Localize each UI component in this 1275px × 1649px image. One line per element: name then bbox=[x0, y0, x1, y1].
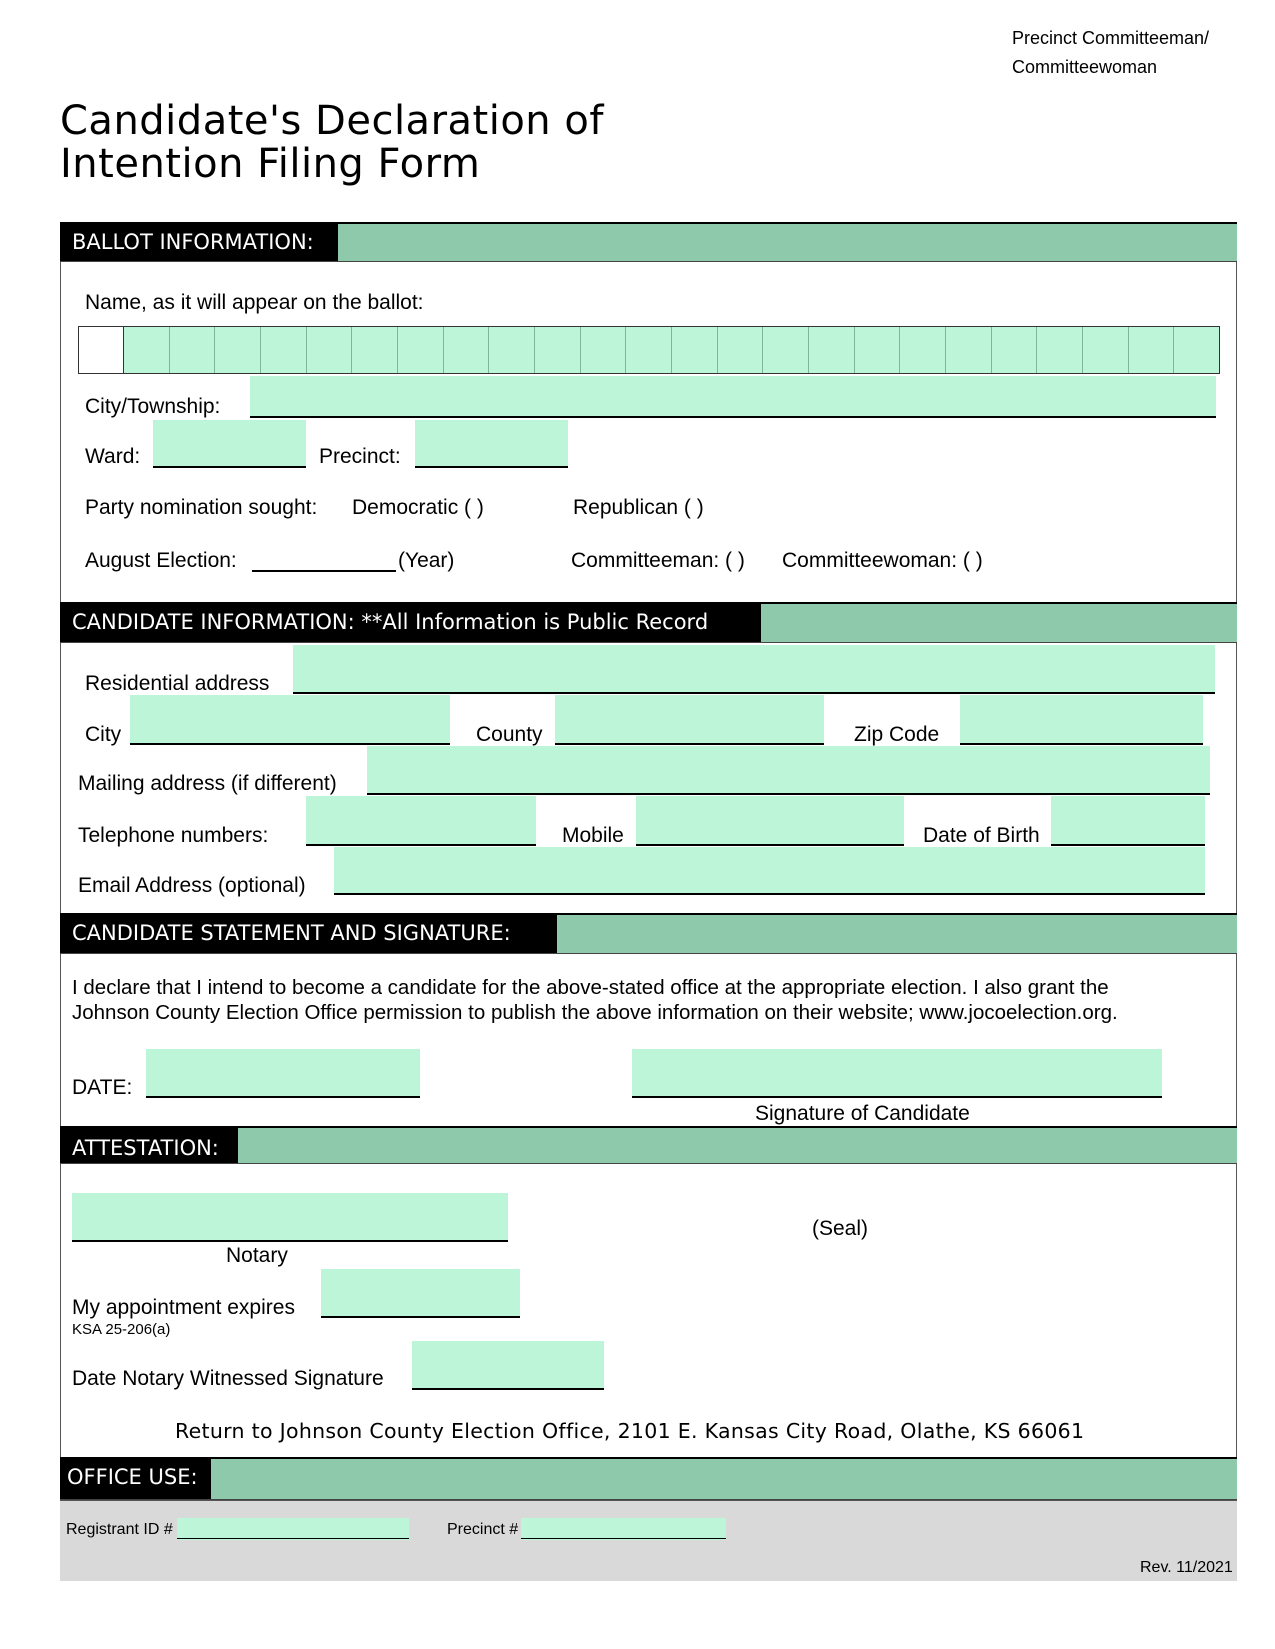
name-box[interactable] bbox=[124, 327, 170, 373]
statement-date-underline bbox=[146, 1096, 420, 1098]
name-box[interactable] bbox=[581, 327, 627, 373]
name-box[interactable] bbox=[672, 327, 718, 373]
notary-field[interactable] bbox=[72, 1193, 508, 1242]
name-box[interactable] bbox=[1129, 327, 1175, 373]
name-box[interactable] bbox=[307, 327, 353, 373]
city-underline bbox=[130, 743, 450, 745]
signature-field[interactable] bbox=[632, 1049, 1162, 1098]
ksa-reference: KSA 25-206(a) bbox=[72, 1321, 171, 1338]
county-label: County bbox=[476, 723, 543, 746]
notary-label: Notary bbox=[226, 1244, 288, 1267]
email-field[interactable] bbox=[334, 847, 1205, 895]
telephone-underline bbox=[306, 844, 536, 846]
seal-label: (Seal) bbox=[812, 1217, 869, 1240]
office-use-area bbox=[60, 1500, 1237, 1581]
city-township-field[interactable] bbox=[250, 376, 1216, 418]
attestation-section-label: ATTESTATION: bbox=[60, 1128, 238, 1163]
date-witnessed-label: Date Notary Witnessed Signature bbox=[72, 1367, 384, 1390]
name-box[interactable] bbox=[1174, 327, 1219, 373]
name-box[interactable] bbox=[1037, 327, 1083, 373]
telephone-label: Telephone numbers: bbox=[78, 824, 269, 847]
office-precinct-label: Precinct # bbox=[447, 1521, 519, 1538]
signature-underline bbox=[632, 1096, 1162, 1098]
name-box-blank bbox=[79, 327, 124, 373]
statement-text-line1: I declare that I intend to become a candidate for the above-stated office at the appropriate election. I also grant the bbox=[72, 976, 1109, 999]
name-box[interactable] bbox=[992, 327, 1038, 373]
notary-underline bbox=[72, 1240, 508, 1242]
name-box[interactable] bbox=[809, 327, 855, 373]
ward-underline bbox=[153, 466, 306, 468]
zip-code-underline bbox=[960, 743, 1203, 745]
statement-section-header bbox=[60, 913, 1237, 954]
name-box[interactable] bbox=[763, 327, 809, 373]
office-type-line1: Precinct Committeeman/ bbox=[1012, 28, 1210, 48]
statement-date-field[interactable] bbox=[146, 1049, 420, 1098]
statement-section-label: CANDIDATE STATEMENT AND SIGNATURE: bbox=[60, 915, 557, 953]
precinct-underline bbox=[415, 466, 568, 468]
candidate-section-header bbox=[60, 602, 1237, 643]
return-address: Return to Johnson County Election Office, 2101 E. Kansas City Road, Olathe, KS 66061 bbox=[175, 1419, 1085, 1443]
democratic-option[interactable]: Democratic ( ) bbox=[352, 496, 484, 519]
date-of-birth-underline bbox=[1051, 844, 1205, 846]
date-witnessed-field[interactable] bbox=[412, 1341, 604, 1390]
name-box[interactable] bbox=[718, 327, 764, 373]
august-election-label: August Election: bbox=[85, 549, 237, 572]
name-box[interactable] bbox=[900, 327, 946, 373]
name-box[interactable] bbox=[946, 327, 992, 373]
name-label: Name, as it will appear on the ballot: bbox=[85, 291, 424, 314]
ward-label: Ward: bbox=[85, 445, 141, 468]
revision-label: Rev. 11/2021 bbox=[1140, 1559, 1233, 1576]
mobile-underline bbox=[636, 844, 904, 846]
mailing-address-field[interactable] bbox=[367, 746, 1210, 795]
election-year-underline[interactable] bbox=[252, 570, 396, 572]
email-label: Email Address (optional) bbox=[78, 874, 306, 897]
residential-address-field[interactable] bbox=[293, 645, 1215, 694]
attestation-section-header bbox=[60, 1126, 1237, 1164]
name-box[interactable] bbox=[398, 327, 444, 373]
name-box[interactable] bbox=[215, 327, 261, 373]
mailing-address-underline bbox=[367, 793, 1210, 795]
city-township-label: City/Township: bbox=[85, 395, 221, 418]
city-township-underline bbox=[250, 416, 1216, 418]
office-precinct-underline bbox=[521, 1538, 726, 1539]
appointment-expires-field[interactable] bbox=[321, 1269, 520, 1318]
committeeman-option[interactable]: Committeeman: ( ) bbox=[571, 549, 745, 572]
candidate-section-label: CANDIDATE INFORMATION: **All Information is Public Record bbox=[60, 604, 761, 642]
city-field[interactable] bbox=[130, 695, 450, 745]
name-box[interactable] bbox=[489, 327, 535, 373]
mobile-field[interactable] bbox=[636, 796, 904, 846]
county-underline bbox=[555, 743, 824, 745]
ward-field[interactable] bbox=[153, 420, 306, 468]
ballot-section-label: BALLOT INFORMATION: bbox=[60, 224, 338, 261]
email-underline bbox=[334, 893, 1205, 895]
office-type-line2: Committeewoman bbox=[1012, 57, 1158, 77]
city-label: City bbox=[85, 723, 122, 746]
name-box[interactable] bbox=[444, 327, 490, 373]
name-box[interactable] bbox=[535, 327, 581, 373]
date-label: DATE: bbox=[72, 1076, 133, 1099]
office-use-label: OFFICE USE: bbox=[60, 1459, 211, 1499]
name-box[interactable] bbox=[352, 327, 398, 373]
republican-option[interactable]: Republican ( ) bbox=[573, 496, 704, 519]
name-box[interactable] bbox=[626, 327, 672, 373]
page-title-line1: Candidate's Declaration of bbox=[60, 98, 604, 144]
residential-address-label: Residential address bbox=[85, 672, 270, 695]
zip-code-label: Zip Code bbox=[854, 723, 940, 746]
name-box[interactable] bbox=[1083, 327, 1129, 373]
ballot-name-boxes[interactable] bbox=[78, 326, 1220, 374]
date-of-birth-label: Date of Birth bbox=[923, 824, 1040, 847]
registrant-id-field[interactable] bbox=[177, 1518, 409, 1540]
precinct-field[interactable] bbox=[415, 420, 568, 468]
committeewoman-option[interactable]: Committeewoman: ( ) bbox=[782, 549, 983, 572]
statement-text-line2: Johnson County Election Office permission to publish the above information on their website; www.jocoelection.org. bbox=[72, 1001, 1118, 1024]
telephone-field[interactable] bbox=[306, 796, 536, 846]
date-witnessed-underline bbox=[412, 1388, 604, 1390]
name-box[interactable] bbox=[170, 327, 216, 373]
county-field[interactable] bbox=[555, 695, 824, 745]
precinct-label: Precinct: bbox=[319, 445, 401, 468]
office-precinct-field[interactable] bbox=[521, 1518, 726, 1540]
appointment-expires-underline bbox=[321, 1316, 520, 1318]
page-title-line2: Intention Filing Form bbox=[60, 141, 481, 187]
date-of-birth-field[interactable] bbox=[1051, 796, 1205, 846]
registrant-id-label: Registrant ID # bbox=[66, 1521, 173, 1538]
party-label: Party nomination sought: bbox=[85, 496, 318, 519]
ballot-section-header bbox=[60, 222, 1237, 262]
signature-label: Signature of Candidate bbox=[755, 1102, 970, 1125]
residential-address-underline bbox=[293, 692, 1215, 694]
mobile-label: Mobile bbox=[562, 824, 624, 847]
office-use-header bbox=[60, 1457, 1237, 1500]
zip-code-field[interactable] bbox=[960, 695, 1203, 745]
year-label: (Year) bbox=[398, 549, 455, 572]
name-box[interactable] bbox=[261, 327, 307, 373]
appointment-expires-label: My appointment expires bbox=[72, 1296, 295, 1319]
registrant-id-underline bbox=[177, 1538, 409, 1539]
mailing-address-label: Mailing address (if different) bbox=[78, 772, 337, 795]
name-box[interactable] bbox=[855, 327, 901, 373]
